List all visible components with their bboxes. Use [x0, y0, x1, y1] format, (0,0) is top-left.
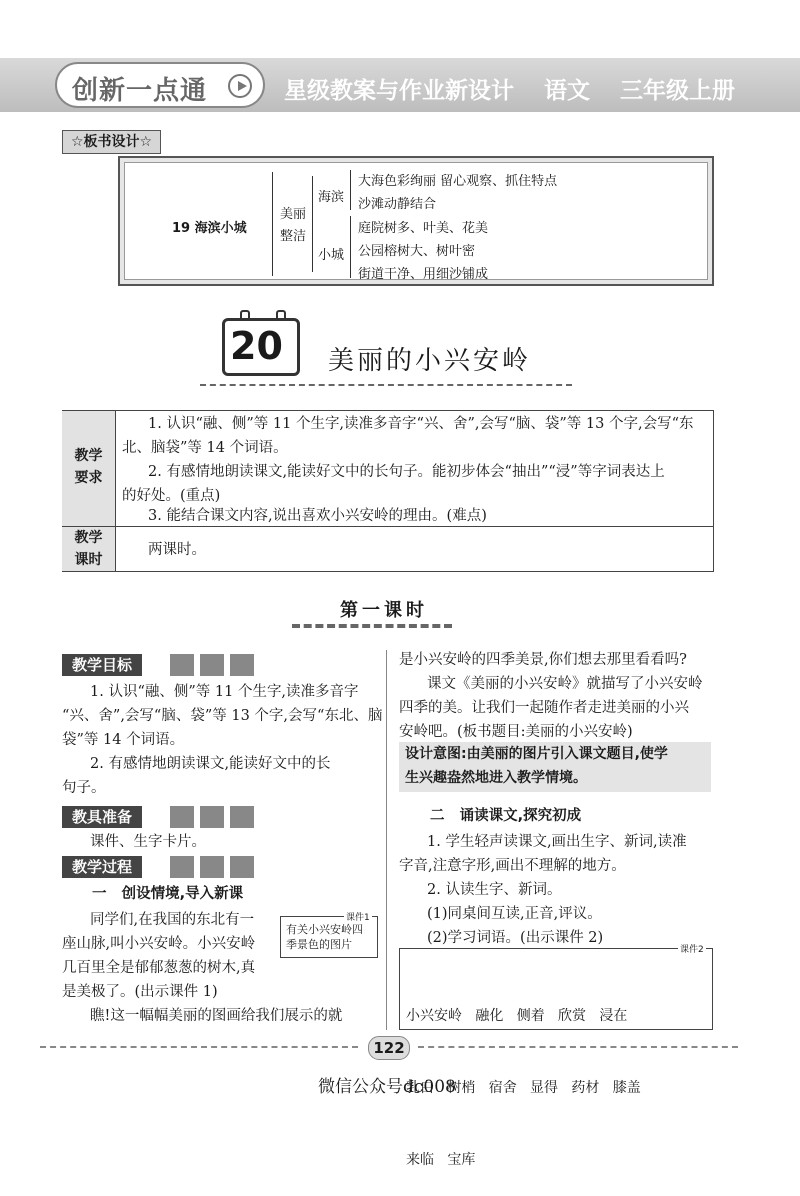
brace-sea	[350, 170, 351, 210]
step2-line-3: 2. 认读生字、新词。	[427, 882, 562, 898]
step2-line-2: 字音,注意字形,画出不理解的地方。	[399, 858, 626, 874]
board-sub-town: 小城	[318, 248, 345, 263]
lesson-number: 20	[230, 324, 283, 368]
board-sub-sea: 海滨	[318, 190, 345, 205]
board-line-3: 庭院树多、叶美、花美	[358, 221, 489, 236]
book-subtitle	[284, 72, 757, 105]
time-value: 两课时。	[148, 542, 206, 558]
courseware-1-text	[286, 922, 363, 952]
vocab-row: 小兴安岭 融化 侧着 欣赏 浸在	[406, 1008, 628, 1024]
design-intent	[399, 742, 711, 792]
step2-line-4: (1)同桌间互读,正音,评议。	[427, 906, 602, 922]
goal-line-2: “兴、舍”,会写“脑、袋”等 13 个字,会写“东北、脑	[62, 708, 383, 724]
tag-square	[230, 856, 254, 878]
tag-square	[170, 654, 194, 676]
brace-town	[350, 216, 351, 278]
right-line-3: 四季的美。让我们一起随作者走进美丽的小兴	[399, 700, 689, 716]
step1-title: 一 创设情境,导入新课	[92, 886, 244, 902]
req-item-2a: 2. 有感情地朗读课文,能读好文中的长句子。能初步体会“抽出”“浸”等字词表达上	[148, 464, 665, 480]
step1-line-1: 同学们,在我国的东北有一	[90, 912, 255, 928]
tag-square	[170, 806, 194, 828]
lesson-title: 美丽的小兴安岭	[328, 346, 532, 376]
req-label-1: 教学	[74, 448, 103, 464]
board-design-label: ☆板书设计☆	[62, 130, 161, 154]
title-underline	[200, 384, 572, 386]
footer-dash-left	[40, 1046, 358, 1048]
right-line-2: 课文《美丽的小兴安岭》就描写了小兴安岭	[427, 676, 703, 692]
goal-line-4: 2. 有感情地朗读课文,能读好文中的长	[90, 756, 331, 772]
book-subject: 语文	[544, 78, 591, 104]
play-icon	[228, 74, 252, 98]
goal-line-1: 1. 认识“融、侧”等 11 个生字,读准多音字	[90, 684, 359, 700]
tag-square	[200, 654, 224, 676]
board-line-4: 公园榕树大、树叶密	[358, 244, 476, 259]
req-item-1a: 1. 认识“融、侧”等 11 个生字,读准多音字“兴、舍”,会写“脑、袋”等 13 个字,会写“东	[148, 416, 694, 432]
tag-square	[170, 856, 194, 878]
step1-line-4: 是美极了。(出示课件 1)	[62, 984, 218, 1000]
courseware-1-line: 有关小兴安岭四	[286, 923, 363, 936]
req-item-1b: 北、脑袋”等 14 个词语。	[122, 440, 288, 456]
vocab-row: 来临 宝库	[406, 1152, 476, 1168]
time-label-1: 教学	[74, 530, 103, 546]
req-item-3: 3. 能结合课文内容,说出喜欢小兴安岭的理由。(难点)	[148, 508, 487, 524]
board-line-5: 街道干净、用细沙铺成	[358, 267, 489, 282]
design-line-1: 设计意图:由美丽的图片引入课文题目,使学	[405, 746, 668, 762]
book-series: 星级教案与作业新设计	[284, 78, 514, 104]
time-label-2: 课时	[74, 552, 103, 568]
column-rule	[386, 650, 387, 1030]
right-line-4: 安岭吧。(板书题目:美丽的小兴安岭)	[399, 724, 633, 740]
right-line-1: 是小兴安岭的四季美景,你们想去那里看看吗?	[399, 652, 687, 668]
req-item-2b: 的好处。(重点)	[122, 488, 221, 504]
tool-tag: 教具准备	[62, 806, 142, 828]
step1-line-3: 几百里全是郁郁葱葱的树木,真	[62, 960, 256, 976]
goal-line-5: 句子。	[62, 780, 106, 796]
step1-line-5: 瞧!这一幅幅美丽的图画给我们展示的就	[90, 1008, 343, 1024]
courseware-2-label: 课件2	[678, 942, 706, 955]
board-line-2: 沙滩动静结合	[358, 197, 437, 212]
board-branch-a2: 整洁	[280, 229, 307, 244]
footer-dash-right	[418, 1046, 738, 1048]
courseware-1-line: 季景色的图片	[286, 938, 352, 951]
section-underline	[292, 624, 452, 628]
tool-line: 课件、生字卡片。	[90, 834, 206, 850]
tag-square	[230, 654, 254, 676]
step2-line-1: 1. 学生轻声读课文,画出生字、新词,读准	[427, 834, 687, 850]
watermark: 微信公众号dc008	[318, 1077, 456, 1097]
vocab-row: 乳白 树梢 宿舍 显得 药材 膝盖	[406, 1080, 641, 1096]
tag-square	[200, 856, 224, 878]
board-lesson-title: 19 海滨小城	[172, 221, 247, 236]
table-divider-v	[115, 410, 116, 572]
req-label-2: 要求	[74, 470, 103, 486]
process-tag: 教学过程	[62, 856, 142, 878]
time-label-cell	[62, 527, 115, 571]
page-number: 122	[368, 1036, 410, 1060]
book-grade: 三年级上册	[620, 78, 736, 104]
tag-square	[230, 806, 254, 828]
step2-line-5: (2)学习词语。(出示课件 2)	[427, 930, 604, 946]
goal-tag: 教学目标	[62, 654, 142, 676]
tag-square	[200, 806, 224, 828]
design-line-2: 生兴趣盎然地进入教学情境。	[405, 770, 587, 786]
board-line-1: 大海色彩绚丽 留心观察、抓住特点	[358, 174, 558, 189]
brace-main	[272, 172, 273, 276]
step1-line-2: 座山脉,叫小兴安岭。小兴安岭	[62, 936, 256, 952]
brace-sub	[312, 176, 313, 272]
courseware-1-label: 课件1	[344, 910, 372, 923]
goal-line-3: 袋”等 14 个词语。	[62, 732, 185, 748]
brand-title: 创新一点通	[72, 76, 208, 106]
section-title: 第一课时	[340, 600, 428, 621]
board-branch-a1: 美丽	[280, 207, 307, 222]
req-label-cell	[62, 411, 115, 526]
step2-title: 二 诵读课文,探究初成	[430, 808, 582, 824]
